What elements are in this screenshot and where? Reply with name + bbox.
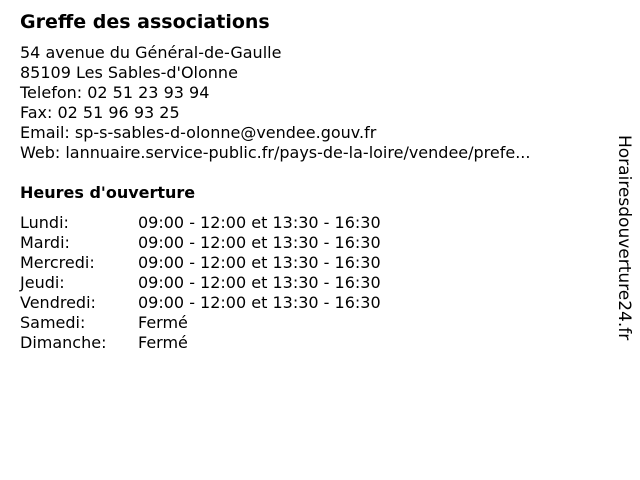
day-hours: Fermé xyxy=(138,333,188,352)
page-title: Greffe des associations xyxy=(20,11,270,33)
day-label: Jeudi: xyxy=(20,273,65,292)
site-watermark-text: Horairesdouverture24.fr xyxy=(614,135,634,341)
day-hours: 09:00 - 12:00 et 13:30 - 16:30 xyxy=(138,213,381,232)
phone-number: Telefon: 02 51 23 93 94 xyxy=(20,83,210,102)
day-label: Mardi: xyxy=(20,233,70,252)
day-hours: Fermé xyxy=(138,313,188,332)
website-link[interactable]: Web: lannuaire.service-public.fr/pays-de-la-loire/vendee/prefe... xyxy=(20,143,531,162)
day-label: Dimanche: xyxy=(20,333,107,352)
day-label: Mercredi: xyxy=(20,253,95,272)
site-watermark xyxy=(614,135,634,375)
fax-number: Fax: 02 51 96 93 25 xyxy=(20,103,180,122)
email-link[interactable]: Email: sp-s-sables-d-olonne@vendee.gouv.fr xyxy=(20,123,377,142)
day-label: Lundi: xyxy=(20,213,69,232)
day-hours: 09:00 - 12:00 et 13:30 - 16:30 xyxy=(138,273,381,292)
address-street: 54 avenue du Général-de-Gaulle xyxy=(20,43,282,62)
day-label: Samedi: xyxy=(20,313,86,332)
day-hours: 09:00 - 12:00 et 13:30 - 16:30 xyxy=(138,253,381,272)
day-hours: 09:00 - 12:00 et 13:30 - 16:30 xyxy=(138,233,381,252)
hours-heading: Heures d'ouverture xyxy=(20,183,196,202)
day-hours: 09:00 - 12:00 et 13:30 - 16:30 xyxy=(138,293,381,312)
day-label: Vendredi: xyxy=(20,293,96,312)
address-city: 85109 Les Sables-d'Olonne xyxy=(20,63,238,82)
contact-block xyxy=(20,43,530,163)
